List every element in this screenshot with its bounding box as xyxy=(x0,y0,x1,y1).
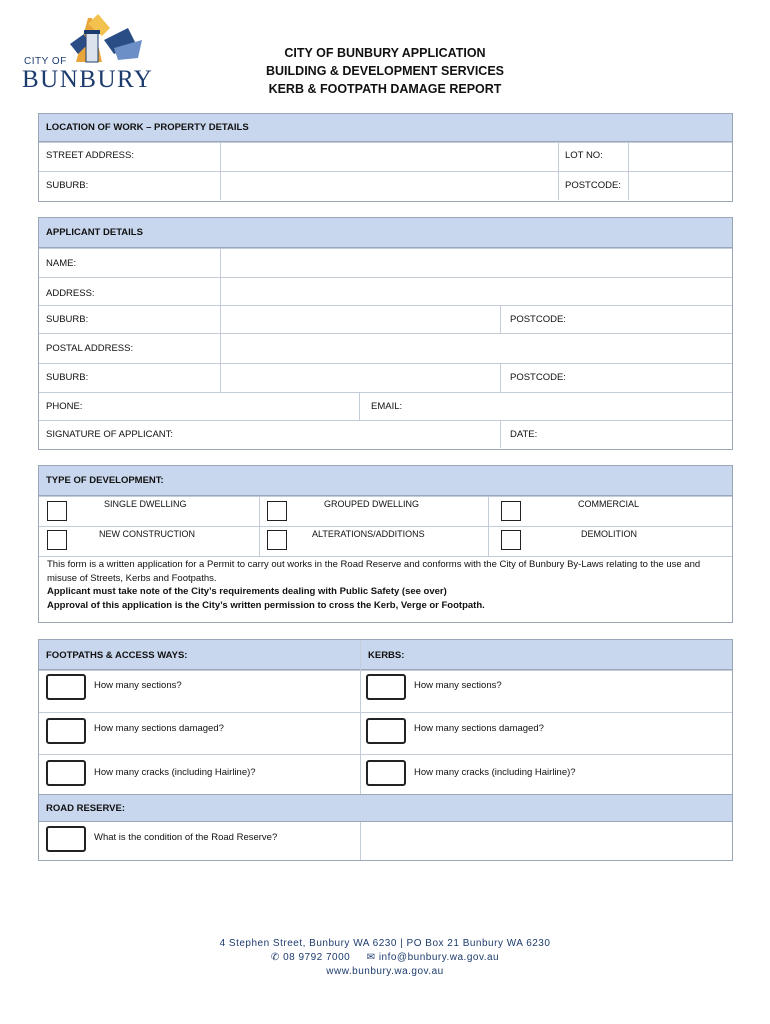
kerb-sections-box[interactable] xyxy=(366,674,406,700)
footer-address: 4 Stephen Street, Bunbury WA 6230 | PO Box 21 Bunbury WA 6230 xyxy=(219,938,551,949)
email-icon: ✉ xyxy=(366,952,376,963)
name-field[interactable] xyxy=(221,249,731,277)
road-reserve-header: ROAD RESERVE: xyxy=(39,794,732,822)
damage-section xyxy=(38,639,733,861)
title-line-2: BUILDING & DEVELOPMENT SERVICES xyxy=(266,64,504,78)
new-construction-label: NEW CONSTRUCTION xyxy=(99,529,195,539)
footpath-sections-box[interactable] xyxy=(46,674,86,700)
location-header: LOCATION OF WORK – PROPERTY DETAILS xyxy=(39,114,732,142)
footpath-cracks-box[interactable] xyxy=(46,760,86,786)
postcode-label: POSTCODE: xyxy=(565,180,621,191)
grouped-dwelling-checkbox[interactable] xyxy=(267,501,287,521)
kerbs-header: KERBS: xyxy=(368,650,405,661)
applicant-section xyxy=(38,217,733,450)
postal-suburb-label: SUBURB: xyxy=(46,372,89,383)
postal-suburb-field[interactable] xyxy=(221,364,499,392)
permit-note xyxy=(47,558,724,612)
footer-phone: 08 9792 7000 xyxy=(283,952,351,963)
alterations-checkbox[interactable] xyxy=(267,530,287,550)
signature-field[interactable] xyxy=(221,421,499,448)
applicant-suburb-field[interactable] xyxy=(221,306,499,333)
single-dwelling-checkbox[interactable] xyxy=(47,501,67,521)
footer-contact xyxy=(0,951,770,965)
postal-postcode-label: POSTCODE: xyxy=(510,372,566,383)
date-label: DATE: xyxy=(510,429,538,440)
footpath-cracks-label: How many cracks (including Hairline)? xyxy=(94,767,256,778)
new-construction-checkbox[interactable] xyxy=(47,530,67,550)
road-reserve-field[interactable] xyxy=(361,823,731,859)
phone-label: PHONE: xyxy=(46,401,83,412)
applicant-suburb-label: SUBURB: xyxy=(46,314,89,325)
single-dwelling-label: SINGLE DWELLING xyxy=(104,499,187,509)
footpaths-header: FOOTPATHS & ACCESS WAYS: xyxy=(46,650,188,661)
alterations-label: ALTERATIONS/ADDITIONS xyxy=(312,529,425,539)
footer-email[interactable]: info@bunbury.wa.gov.au xyxy=(378,952,500,963)
title-line-3: KERB & FOOTPATH DAMAGE REPORT xyxy=(268,82,502,96)
grouped-dwelling-label: GROUPED DWELLING xyxy=(324,499,420,509)
address-label: ADDRESS: xyxy=(46,288,95,299)
approval-note: Approval of this application is the City’s written permission to cross the Kerb, Verge or Footpath. xyxy=(47,599,485,611)
development-header: TYPE OF DEVELOPMENT: xyxy=(39,466,732,496)
commercial-checkbox[interactable] xyxy=(501,501,521,521)
street-address-field[interactable] xyxy=(221,143,558,171)
demolition-checkbox[interactable] xyxy=(501,530,521,550)
kerb-cracks-box[interactable] xyxy=(366,760,406,786)
title-line-1: CITY OF BUNBURY APPLICATION xyxy=(284,46,486,60)
phone-field[interactable] xyxy=(99,393,357,420)
applicant-header: APPLICANT DETAILS xyxy=(39,218,732,248)
suburb-label: SUBURB: xyxy=(46,180,89,191)
name-label: NAME: xyxy=(46,258,77,269)
page-title xyxy=(200,44,570,98)
road-reserve-box[interactable] xyxy=(46,826,86,852)
postcode-field[interactable] xyxy=(629,172,731,200)
email-label: EMAIL: xyxy=(371,401,403,412)
street-address-label: STREET ADDRESS: xyxy=(46,150,134,161)
footer-web[interactable]: www.bunbury.wa.gov.au xyxy=(326,966,444,977)
development-section xyxy=(38,465,733,623)
public-safety-note: Applicant must take note of the City’s requirements dealing with Public Safety (see over) xyxy=(47,586,447,597)
postal-address-field[interactable] xyxy=(221,334,731,362)
lot-no-field[interactable] xyxy=(629,143,731,171)
location-section xyxy=(38,113,733,202)
city-logo xyxy=(18,14,154,93)
postal-address-label: POSTAL ADDRESS: xyxy=(46,343,134,354)
logo-name-text: BUNBURY xyxy=(22,66,154,93)
kerb-cracks-label: How many cracks (including Hairline)? xyxy=(414,767,576,778)
lot-no-label: LOT NO: xyxy=(565,150,603,161)
logo-city-text: CITY OF xyxy=(24,56,67,67)
road-reserve-label: What is the condition of the Road Reserve? xyxy=(94,832,278,843)
footpath-damaged-box[interactable] xyxy=(46,718,86,744)
footpath-sections-label: How many sections? xyxy=(94,680,182,691)
kerb-damaged-box[interactable] xyxy=(366,718,406,744)
kerb-damaged-label: How many sections damaged? xyxy=(414,723,544,734)
commercial-label: COMMERCIAL xyxy=(578,499,640,509)
suburb-field[interactable] xyxy=(221,172,558,200)
permit-note-text: This form is a written application for a Permit to carry out works in the Road Reserve and conforms with the City of Bunbury By-Laws relating to the use and misuse of Streets, Kerbs and Footpaths. xyxy=(47,559,701,584)
signature-label: SIGNATURE OF APPLICANT: xyxy=(46,429,174,440)
applicant-postcode-label: POSTCODE: xyxy=(510,314,566,325)
phone-icon: ✆ xyxy=(270,952,280,963)
address-field[interactable] xyxy=(221,278,731,305)
footpath-damaged-label: How many sections damaged? xyxy=(94,723,224,734)
demolition-label: DEMOLITION xyxy=(581,529,638,539)
kerb-sections-label: How many sections? xyxy=(414,680,502,691)
